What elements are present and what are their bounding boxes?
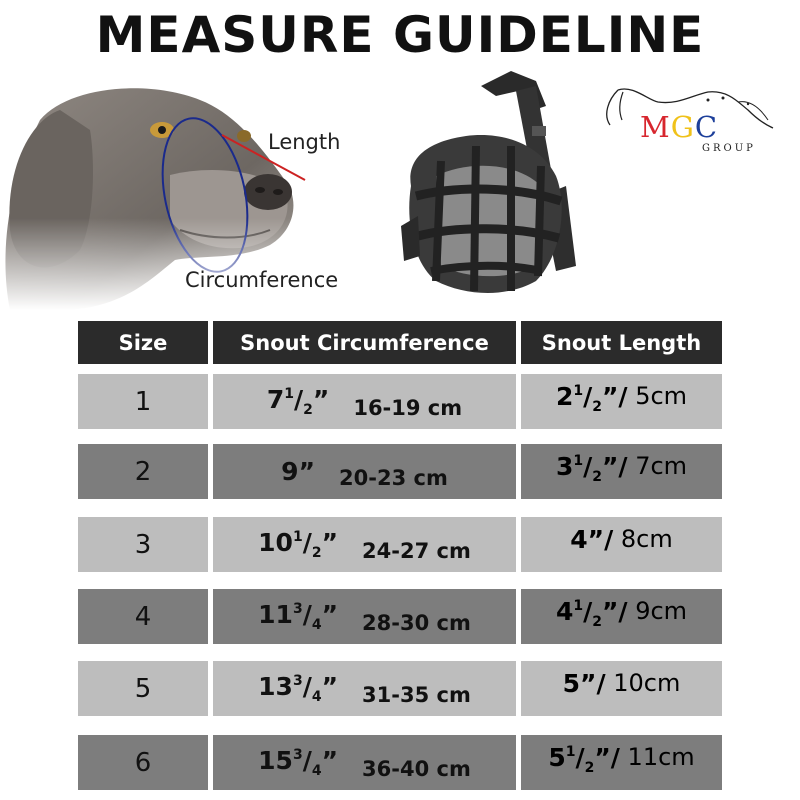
circumference-numerator: 1 [284, 386, 294, 402]
size-cell [78, 444, 208, 499]
length-cm: 11cm [619, 743, 695, 771]
length-denominator: 2 [592, 469, 602, 485]
circumference-denominator: 4 [311, 617, 322, 633]
circumference-denominator: 2 [303, 402, 313, 418]
length-cell [521, 735, 722, 790]
inch-mark: ” [321, 746, 339, 775]
circumference-whole: 7 [266, 385, 285, 414]
length-inches [570, 525, 613, 554]
circumference-denominator: 4 [311, 689, 322, 705]
circumference-cell [213, 374, 516, 429]
circumference-denominator: 4 [311, 763, 322, 779]
circumference-cm: 36-40 cm [362, 756, 471, 781]
header-snout-circumference: Snout Circumference [213, 321, 516, 364]
length-label: Length [268, 130, 341, 154]
circumference-numerator: 3 [292, 673, 303, 689]
length-inches: $3^1/_2”/$ [555, 452, 628, 485]
length-inches: $4^1/_2”/$ [555, 597, 628, 630]
logo-letter-m: M [640, 110, 671, 144]
length-cell [521, 374, 722, 429]
length-cm: 5cm [627, 382, 688, 410]
circumference-numerator: 3 [292, 601, 303, 617]
length-inches: $5^1/_2”/$ [548, 743, 620, 776]
circumference-numerator: 1 [292, 529, 303, 545]
circumference-cell [213, 589, 516, 644]
size-value: 1 [134, 386, 152, 417]
inch-slash-mark: ”/ [580, 669, 606, 698]
circumference-label: Circumference [185, 268, 339, 292]
inch-slash-mark: ”/ [602, 597, 628, 626]
length-denominator: 2 [592, 614, 602, 630]
inch-slash-mark: ”/ [602, 452, 628, 481]
inch-slash-mark: ”/ [602, 382, 628, 411]
muzzle-illustration [396, 66, 586, 300]
size-cell [78, 589, 208, 644]
inch-slash-mark: ”/ [587, 525, 614, 554]
circumference-denominator: 2 [311, 545, 322, 561]
size-cell [78, 661, 208, 716]
circumference-cell [213, 735, 516, 790]
length-whole: 4 [570, 525, 588, 554]
inch-mark: ” [312, 385, 330, 414]
header-snout-length: Snout Length [521, 321, 722, 364]
length-numerator: 1 [565, 744, 576, 760]
inch-mark: ” [298, 457, 316, 486]
circumference-cm: 20-23 cm [339, 465, 448, 490]
length-cell [521, 661, 722, 716]
circumference-cm: 31-35 cm [362, 682, 471, 707]
length-cm: 8cm [613, 525, 673, 553]
circumference-inches: $7^1/_2$” [266, 385, 330, 418]
circumference-cell [213, 444, 516, 499]
page-title: MEASURE GUIDELINE [95, 6, 705, 64]
circumference-whole: 15 [258, 746, 293, 775]
length-cell [521, 517, 722, 572]
length-cm: 10cm [605, 669, 681, 697]
size-value: 6 [134, 747, 152, 778]
length-numerator: 1 [573, 598, 584, 614]
circumference-cm: 24-27 cm [362, 538, 471, 563]
circumference-cell [213, 517, 516, 572]
logo-letter-g: G [670, 110, 695, 144]
logo-group-text: GROUP [702, 143, 756, 154]
circumference-whole: 9 [281, 457, 299, 486]
length-denominator: 2 [592, 399, 602, 415]
length-whole: 3 [555, 452, 574, 481]
size-value: 3 [134, 529, 152, 560]
length-inches [563, 669, 606, 698]
circumference-cm: 28-30 cm [362, 610, 471, 635]
header-size: Size [78, 321, 208, 364]
circumference-whole: 13 [258, 672, 293, 701]
length-inches: $2^1/_2”/$ [555, 382, 628, 415]
size-cell [78, 735, 208, 790]
circumference-inches: $10^1/_2$” [258, 528, 339, 561]
size-value: 2 [134, 456, 152, 487]
circumference-inches: $15^3/_4$” [258, 746, 339, 779]
length-whole: 5 [562, 669, 581, 698]
circumference-whole: 10 [258, 528, 293, 557]
length-cell [521, 589, 722, 644]
length-whole: 4 [555, 597, 574, 626]
size-value: 5 [134, 673, 152, 704]
length-denominator: 2 [584, 760, 595, 776]
length-numerator: 1 [573, 453, 584, 469]
inch-mark: ” [321, 600, 339, 629]
circumference-cm: 16-19 cm [353, 395, 463, 420]
circumference-cell [213, 661, 516, 716]
circumference-numerator: 3 [292, 747, 303, 763]
size-value: 4 [134, 601, 152, 632]
size-cell [78, 517, 208, 572]
logo-letter-c: C [694, 110, 719, 144]
circumference-whole: 11 [258, 600, 293, 629]
circumference-inches: $13^3/_4$” [258, 672, 339, 705]
length-cm: 9cm [627, 597, 688, 625]
length-cm: 7cm [627, 452, 688, 480]
size-cell [78, 374, 208, 429]
length-whole: 2 [555, 382, 574, 411]
length-cell [521, 444, 722, 499]
inch-mark: ” [321, 528, 339, 557]
inch-mark: ” [321, 672, 339, 701]
circumference-inches [281, 457, 315, 486]
logo-mgc-text [640, 110, 718, 144]
length-numerator: 1 [573, 383, 584, 399]
inch-slash-mark: ”/ [594, 743, 620, 772]
circumference-inches: $11^3/_4$” [258, 600, 339, 633]
length-whole: 5 [548, 743, 566, 772]
